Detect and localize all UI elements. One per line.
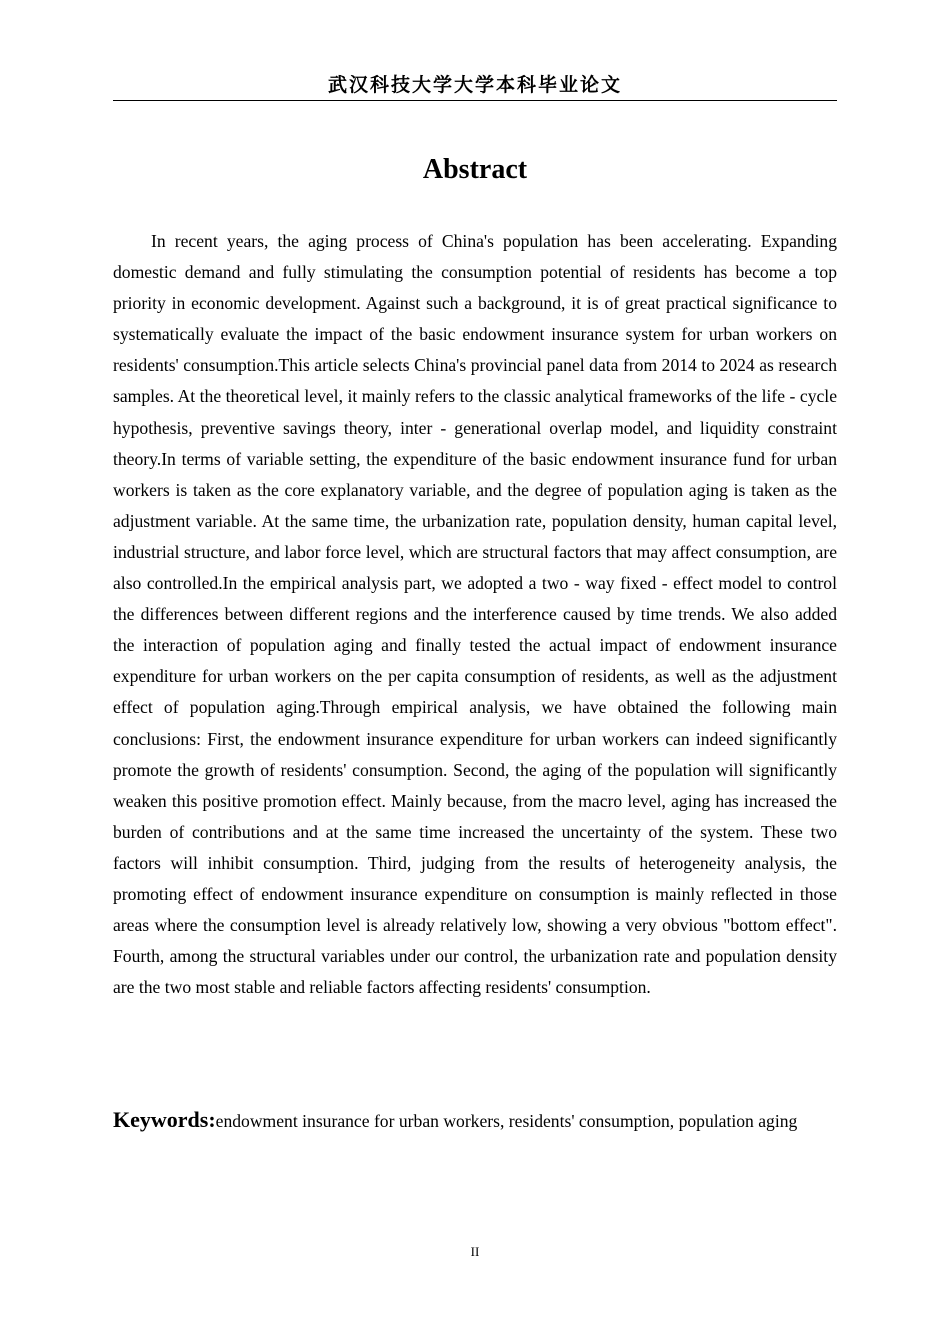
keywords-label: Keywords: (113, 1107, 216, 1132)
abstract-body: In recent years, the aging process of China's population has been accelerating. Expanding domestic demand and fully stimulating the consumption potential of residents has become a top priority in economic development. Against such a background, it is of great practical significance to systematically evaluate the impact of the basic endowment insurance system for urban workers on residents' consumption.This article selects China's provincial panel data from 2014 to 2024 as research samples. At the theoretical level, it mainly refers to the classic analytical frameworks of the life - cycle hypothesis, preventive savings theory, inter - generational overlap model, and liquidity constraint theory.In terms of variable setting, the expenditure of the basic endowment insurance fund for urban workers is taken as the core explanatory variable, and the degree of population aging is taken as the adjustment variable. At the same time, the urbanization rate, population density, human capital level, industrial structure, and labor force level, which are structural factors that may affect consumption, are also controlled.In the empirical analysis part, we adopted a two - way fixed - effect model to control the differences between different regions and the interference caused by time trends. We also added the interaction of population aging and finally tested the actual impact of endowment insurance expenditure for urban workers on the per capita consumption of residents, as well as the adjustment effect of population aging.Through empirical analysis, we have obtained the following main conclusions: First, the endowment insurance expenditure for urban workers can indeed significantly promote the growth of residents' consumption. Second, the aging of the population will significantly weaken this positive promotion effect. Mainly because, from the macro level, aging has increased the burden of contributions and at the same time increased the uncertainty of the system. These two factors will inhibit consumption. Third, judging from the results of heterogeneity analysis, the promoting effect of endowment insurance expenditure on consumption is mainly reflected in those areas where the consumption level is already relatively low, showing a very obvious "bottom effect". Fourth, among the structural variables under our control, the urbanization rate and population density are the two most stable and reliable factors affecting residents' consumption. (113, 231, 837, 998)
keywords-paragraph (113, 1103, 837, 1138)
page-number: II (470, 1244, 480, 1259)
running-header-title: 武汉科技大学大学本科毕业论文 (327, 74, 622, 96)
keywords-text: endowment insurance for urban workers, residents' consumption, population aging (215, 1111, 798, 1131)
abstract-heading: Abstract (422, 154, 528, 185)
header-divider (113, 100, 837, 101)
